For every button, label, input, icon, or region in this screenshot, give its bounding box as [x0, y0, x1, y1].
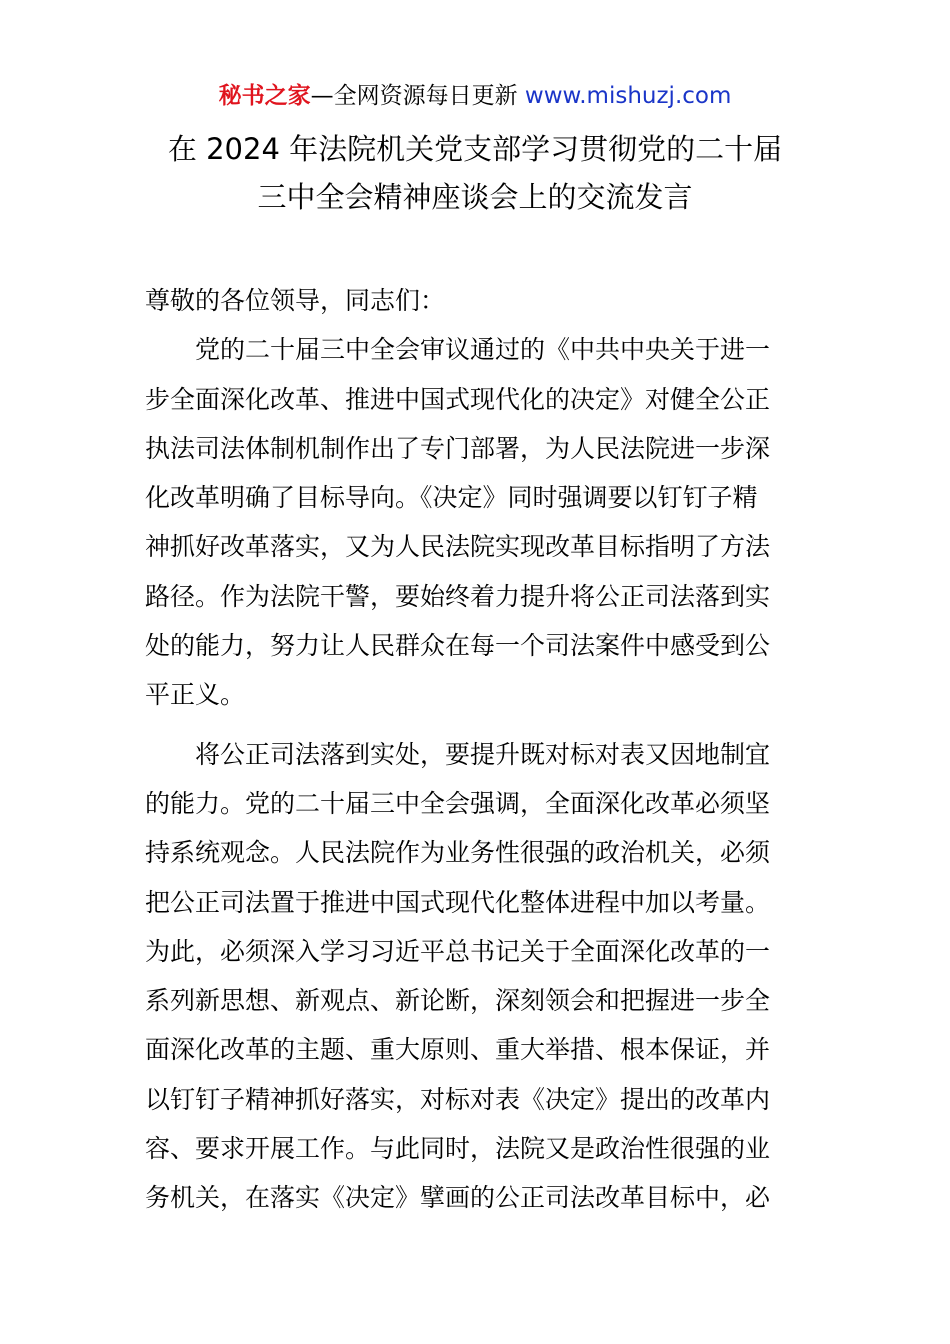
paragraph-2 [145, 730, 810, 1223]
text-line: 步全面深化改革、推进中国式现代化的决定》对健全公正 [145, 384, 771, 414]
site-banner [0, 80, 950, 112]
text-line: 为此，必须深入学习习近平总书记关于全面深化改革的一 [145, 936, 771, 966]
title-line: 在 2024 年法院机关党支部学习贯彻党的二十届 [167, 132, 783, 166]
text-line: 平正义。 [145, 680, 246, 710]
text-line: 路径。作为法院干警，要始终着力提升将公正司法落到实 [145, 581, 771, 611]
text-line: 以钉钉子精神抓好落实，对标对表《决定》提出的改革内 [145, 1084, 771, 1114]
banner-tagline: —全网资源每日更新 [310, 83, 525, 109]
text-line: 处的能力，努力让人民群众在每一个司法案件中感受到公 [145, 631, 771, 661]
text-line: 执法司法体制机制作出了专门部署，为人民法院进一步深 [145, 433, 771, 463]
text-line: 把公正司法置于推进中国式现代化整体进程中加以考量。 [145, 887, 771, 917]
paragraph-1 [145, 325, 810, 719]
text-line: 的能力。党的二十届三中全会强调，全面深化改革必须坚 [145, 788, 771, 818]
text-line: 系列新思想、新观点、新论断，深刻领会和把握进一步全 [145, 986, 771, 1016]
site-url-link[interactable]: www.mishuzj.com [524, 83, 732, 109]
title-line: 三中全会精神座谈会上的交流发言 [257, 180, 693, 214]
text-line: 面深化改革的主题、重大原则、重大举措、根本保证，并 [145, 1035, 771, 1065]
salutation: 尊敬的各位领导，同志们： [145, 286, 446, 315]
text-line: 神抓好改革落实，又为人民法院实现改革目标指明了方法 [145, 532, 771, 562]
document-body [145, 276, 810, 1223]
document-title [0, 125, 950, 221]
brand-name: 秘书之家 [218, 83, 311, 109]
text-line: 务机关，在落实《决定》擘画的公正司法改革目标中，必 [145, 1183, 771, 1213]
text-line: 持系统观念。人民法院作为业务性很强的政治机关，必须 [145, 838, 771, 868]
text-line: 容、要求开展工作。与此同时，法院又是政治性很强的业 [145, 1134, 771, 1164]
text-line: 将公正司法落到实处，要提升既对标对表又因地制宜 [195, 739, 771, 769]
text-line: 党的二十届三中全会审议通过的《中共中央关于进一 [195, 335, 771, 365]
text-line: 化改革明确了目标导向。《决定》同时强调要以钉钉子精 [145, 483, 758, 513]
paragraph-gap [145, 720, 810, 730]
